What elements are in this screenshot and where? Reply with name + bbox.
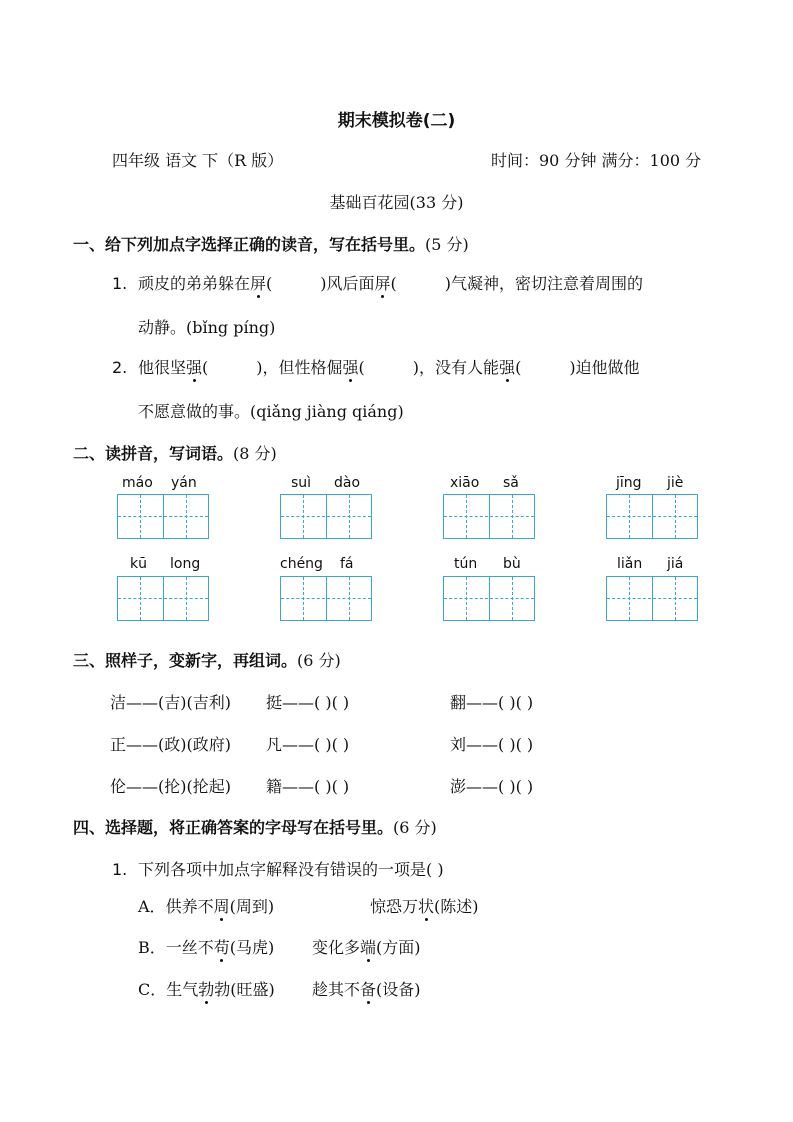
option-word: 一丝不 [165, 938, 214, 957]
q4-heading-text: 四、选择题，将正确答案的字母写在括号里。 [73, 818, 394, 837]
option-word: 供养不 [165, 897, 214, 916]
pinyin: liǎn [617, 556, 643, 572]
q1-item2-text-e: ( [358, 358, 365, 377]
q2-heading-text: 二、读拼音，写词语。 [73, 444, 234, 463]
q3-heading [73, 648, 341, 671]
q3-heading-text: 三、照样子，变新字，再组词。 [73, 651, 298, 670]
pinyin: jīng [616, 475, 642, 491]
option-label: C． [138, 980, 167, 999]
pinyin: tún [454, 556, 478, 572]
q4-item1-stem [112, 857, 444, 880]
q4-option-c-word2 [312, 977, 421, 1000]
q2-points: (8 分) [233, 444, 277, 463]
dotted-char: 周 [213, 897, 230, 916]
writing-grid[interactable] [443, 494, 535, 539]
writing-grid[interactable] [117, 576, 209, 621]
dotted-char: 强 [186, 358, 203, 377]
q4-option-b[interactable] [138, 935, 274, 958]
option-label: B． [138, 938, 166, 957]
q1-item1-text-a: 顽皮的弟弟躲在 [138, 274, 251, 293]
writing-grid[interactable] [117, 494, 209, 539]
q2-heading [73, 441, 277, 464]
writing-grid[interactable] [280, 494, 372, 539]
q4-item1-number: 1. [112, 860, 128, 879]
option-word: 趁其不 [312, 980, 361, 999]
q3-row3-task1[interactable]: 籍——( )( ) [266, 777, 350, 796]
option-word: 生气 [166, 980, 199, 999]
writing-grid[interactable] [606, 576, 698, 621]
q4-heading [73, 815, 437, 838]
q1-item1-number: 1. [112, 274, 128, 293]
q1-item2-text-c: )，但性格倔 [256, 358, 343, 377]
q1-points: (5 分) [425, 235, 469, 254]
q1-heading [73, 232, 469, 255]
dotted-char: 状 [418, 897, 435, 916]
option-gloss: (马虎) [229, 938, 275, 957]
pinyin: long [170, 556, 201, 572]
q1-item2-line1 [112, 355, 640, 378]
q1-item1-line2: 动静。(bǐng píng) [138, 318, 276, 337]
q3-row3-example: 伦——(抡)(抡起) [110, 777, 231, 796]
q4-option-b-word2 [312, 935, 421, 958]
q3-row2-example: 正——(政)(政府) [110, 735, 231, 754]
q1-item2-text-a: 他很坚 [138, 358, 187, 377]
q3-row1-example: 洁——(吉)(吉利) [110, 693, 231, 712]
part-title: 基础百花园(33 分) [329, 193, 464, 212]
dotted-char: 勃 [198, 980, 215, 999]
dotted-char: 强 [342, 358, 359, 377]
option-gloss: (设备) [376, 980, 421, 999]
q1-item1-text-c: )风后面 [320, 274, 375, 293]
option-gloss: (陈述) [434, 897, 479, 916]
writing-grid[interactable] [280, 576, 372, 621]
pinyin: dào [334, 475, 361, 491]
dotted-char: 屏 [374, 274, 391, 293]
q1-item1-line1 [112, 271, 643, 294]
q1-item2-number: 2. [112, 358, 128, 377]
option-gloss: (周到) [229, 897, 275, 916]
q1-item2-text-f: )，没有人能 [412, 358, 500, 377]
dotted-char: 苟 [213, 938, 230, 957]
q1-heading-text: 一、给下列加点字选择正确的读音，写在括号里。 [73, 235, 426, 254]
pinyin: chéng [280, 556, 323, 572]
page-title: 期末模拟卷(二) [337, 111, 456, 131]
option-word: 惊恐万 [370, 897, 419, 916]
q1-item1-text-b: ( [266, 274, 273, 293]
dotted-char: 备 [360, 980, 377, 999]
dotted-char: 端 [360, 938, 377, 957]
dotted-char: 强 [499, 358, 516, 377]
pinyin: suì [291, 475, 312, 491]
q3-points: (6 分) [297, 651, 341, 670]
q4-option-a[interactable] [138, 894, 274, 917]
q3-row2-task1[interactable]: 凡——( )( ) [266, 735, 350, 754]
writing-grid[interactable] [606, 494, 698, 539]
q3-row3-task2[interactable]: 澎——( )( ) [450, 777, 534, 796]
option-word: 变化多 [312, 938, 361, 957]
option-gloss: (方面) [376, 938, 421, 957]
time-score: 时间：90 分钟 满分：100 分 [491, 151, 702, 170]
q4-option-c[interactable] [138, 977, 275, 1000]
pinyin: sǎ [503, 475, 519, 491]
pinyin: máo [122, 475, 153, 491]
q1-item2-line2: 不愿意做的事。(qiǎng jiàng qiáng) [138, 402, 404, 421]
q1-item1-text-f: )气凝神，密切注意着周围的 [444, 274, 644, 293]
pinyin: jiè [667, 475, 684, 491]
dotted-char: 屏 [250, 274, 267, 293]
q3-row1-task1[interactable]: 挺——( )( ) [266, 693, 350, 712]
q4-points: (6 分) [393, 818, 437, 837]
q4-item1-stem-text: 下列各项中加点字解释没有错误的一项是( ) [138, 860, 444, 879]
q3-row2-task2[interactable]: 刘——( )( ) [450, 735, 534, 754]
q1-item2-text-b: ( [202, 358, 209, 377]
q4-option-a-word2 [370, 894, 479, 917]
q1-item1-text-e: ( [390, 274, 397, 293]
pinyin: fá [340, 556, 354, 572]
q1-item2-text-g: ( [515, 358, 522, 377]
pinyin: yán [171, 475, 197, 491]
writing-grid[interactable] [443, 576, 535, 621]
option-gloss: 勃(旺盛) [214, 980, 275, 999]
grade-subject: 四年级 语文 下（R 版） [112, 151, 284, 170]
option-label: A． [138, 897, 166, 916]
pinyin: kū [130, 556, 147, 572]
pinyin: xiāo [450, 475, 480, 491]
pinyin: jiá [667, 556, 684, 572]
q1-item2-text-h: )迫他做他 [569, 358, 640, 377]
pinyin: bù [503, 556, 521, 572]
q3-row1-task2[interactable]: 翻——( )( ) [450, 693, 534, 712]
